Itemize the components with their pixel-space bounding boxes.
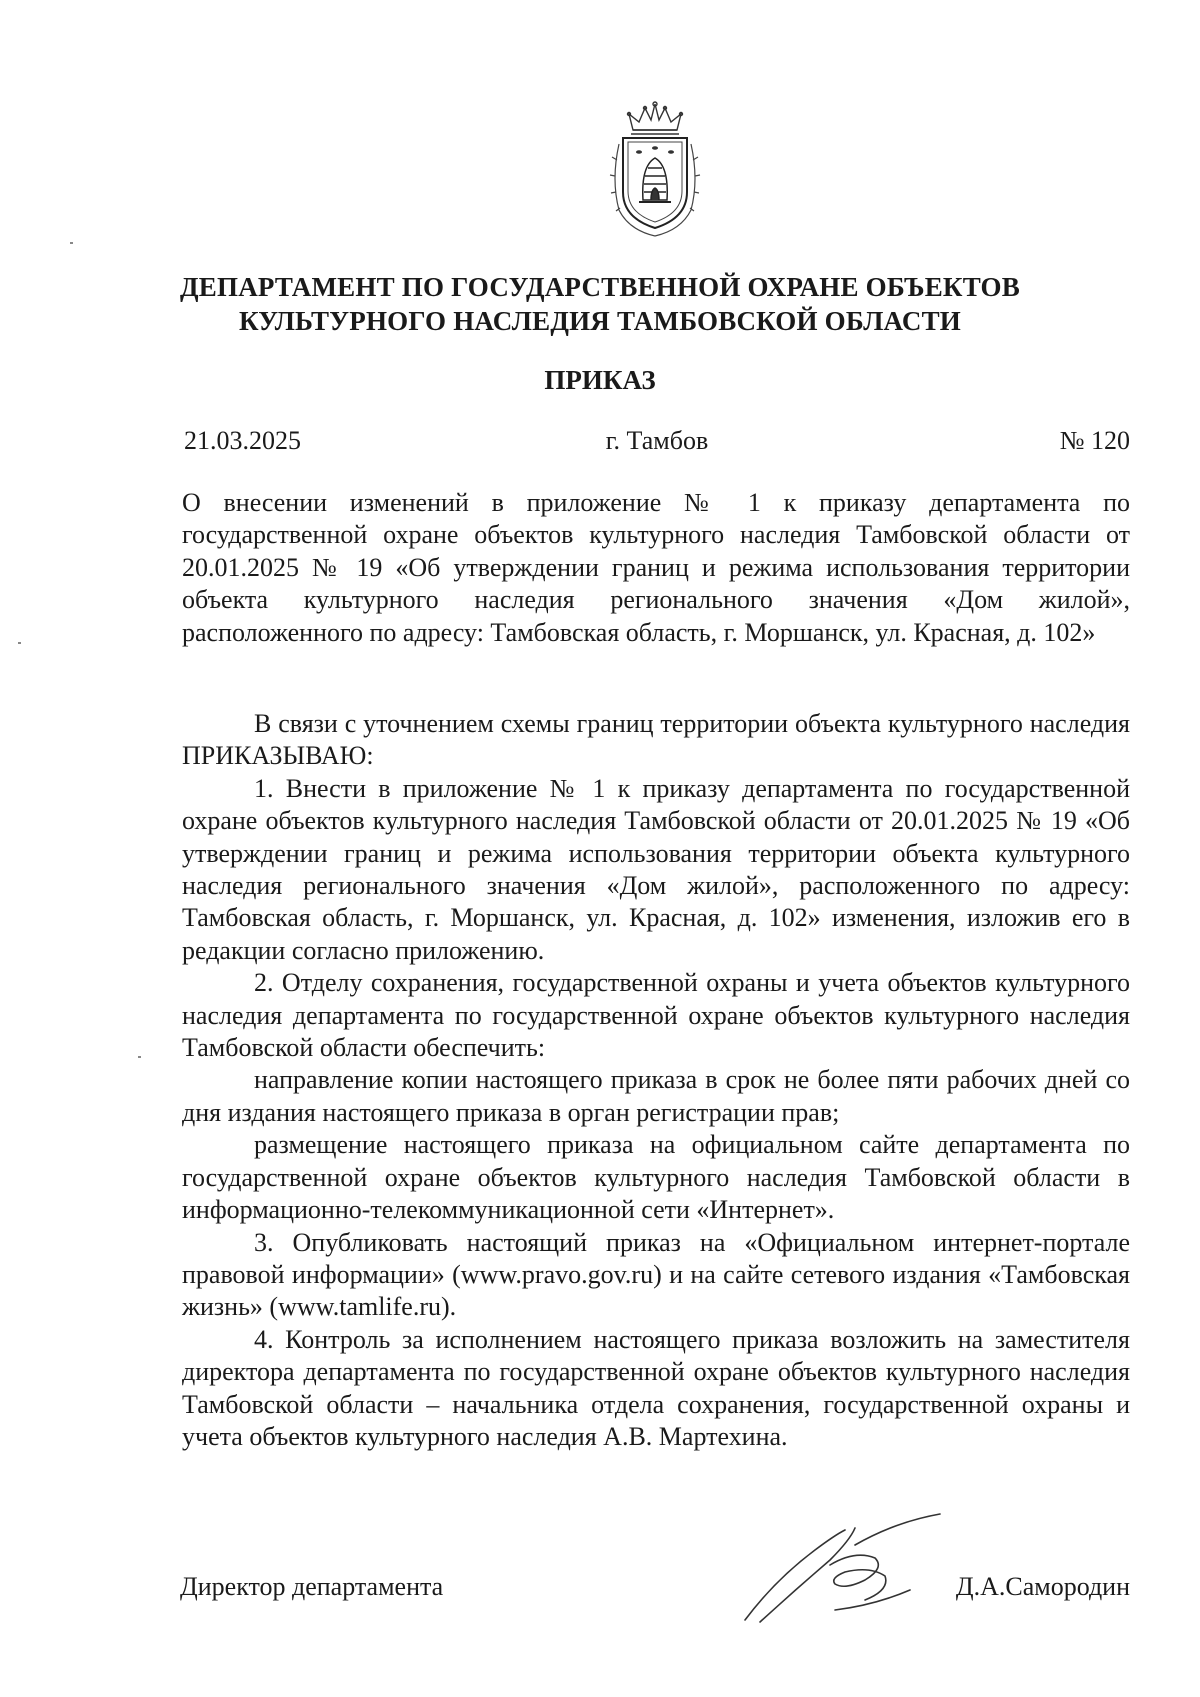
body-item-2-sub-1: направление копии настоящего приказа в срок не более пяти рабочих дней со дня издания настоящего приказа в орган регистрации прав; xyxy=(182,1065,1130,1127)
body-item-4: 4. Контроль за исполнением настоящего приказа возложить на заместителя директора департамента по государственной охране объектов культурного наследия Тамбовской области – начальника отдела сохранения, государственной охраны и учета объектов культурного наследия А.В. Мартехина. xyxy=(182,1324,1130,1451)
body-item-1: 1. Внести в приложение № 1 к приказу департамента по государственной охране объектов культурного наследия Тамбовской области от 20.01.2025 № 19 «Об утверждении границ и режима использования территории объекта культурного наследия регионального значения «Дом жилой», расположенного по адресу: Тамбовская область, г. Моршанск, ул. Красная, д. 102» изменения, изложив его в редакции согласно приложению. xyxy=(182,773,1130,965)
scan-speck xyxy=(70,242,73,244)
signatory-position: Директор департамента xyxy=(180,1572,444,1601)
document-city: г. Тамбов xyxy=(605,426,709,455)
handwritten-signature xyxy=(735,1510,945,1630)
document-date: 21.03.2025 xyxy=(184,426,301,455)
subject-text: О внесении изменений в приложение № 1 к приказу департамента по государственной охране объектов культурного наследия Тамбовской области от 20.01.2025 № 19 «Об утверждении границ и режима использования территории объекта культурного наследия регионального значения «Дом жилой», расположенного по адресу: Тамбовская область, г. Моршанск, ул. Красная, д. 102» xyxy=(182,488,1130,647)
document-number: № 120 xyxy=(1059,426,1130,455)
body-preamble: В связи с уточнением схемы границ территории объекта культурного наследия ПРИКАЗЫВАЮ: xyxy=(182,709,1130,771)
scan-speck xyxy=(138,1056,141,1058)
document-subject xyxy=(182,487,1130,649)
scan-speck xyxy=(18,642,21,644)
body-item-3: 3. Опубликовать настоящий приказ на «Официальном интернет-портале правовой информации» (www.pravo.gov.ru) и на сайте сетевого издания «Тамбовская жизнь» (www.tamlife.ru). xyxy=(182,1227,1130,1322)
body-item-2-sub-2: размещение настоящего приказа на официальном сайте департамента по государственной охране объектов культурного наследия Тамбовской области в информационно-телекоммуникационной сети «Интернет». xyxy=(182,1130,1130,1225)
document-type-title: ПРИКАЗ xyxy=(544,365,656,395)
signature-block xyxy=(180,1560,1130,1640)
document-meta-row xyxy=(184,424,1130,458)
coat-of-arms-emblem xyxy=(605,100,705,238)
signatory-name: Д.А.Самородин xyxy=(955,1572,1130,1601)
department-title: ДЕПАРТАМЕНТ ПО ГОСУДАРСТВЕННОЙ ОХРАНЕ ОБЪЕКТОВ КУЛЬТУРНОГО НАСЛЕДИЯ ТАМБОВСКОЙ ОБЛАСТИ xyxy=(180,272,1020,336)
document-body xyxy=(182,708,1130,1453)
body-item-2: 2. Отделу сохранения, государственной охраны и учета объектов культурного наследия департамента по государственной охране объектов культурного наследия Тамбовской области обеспечить: xyxy=(182,968,1130,1063)
